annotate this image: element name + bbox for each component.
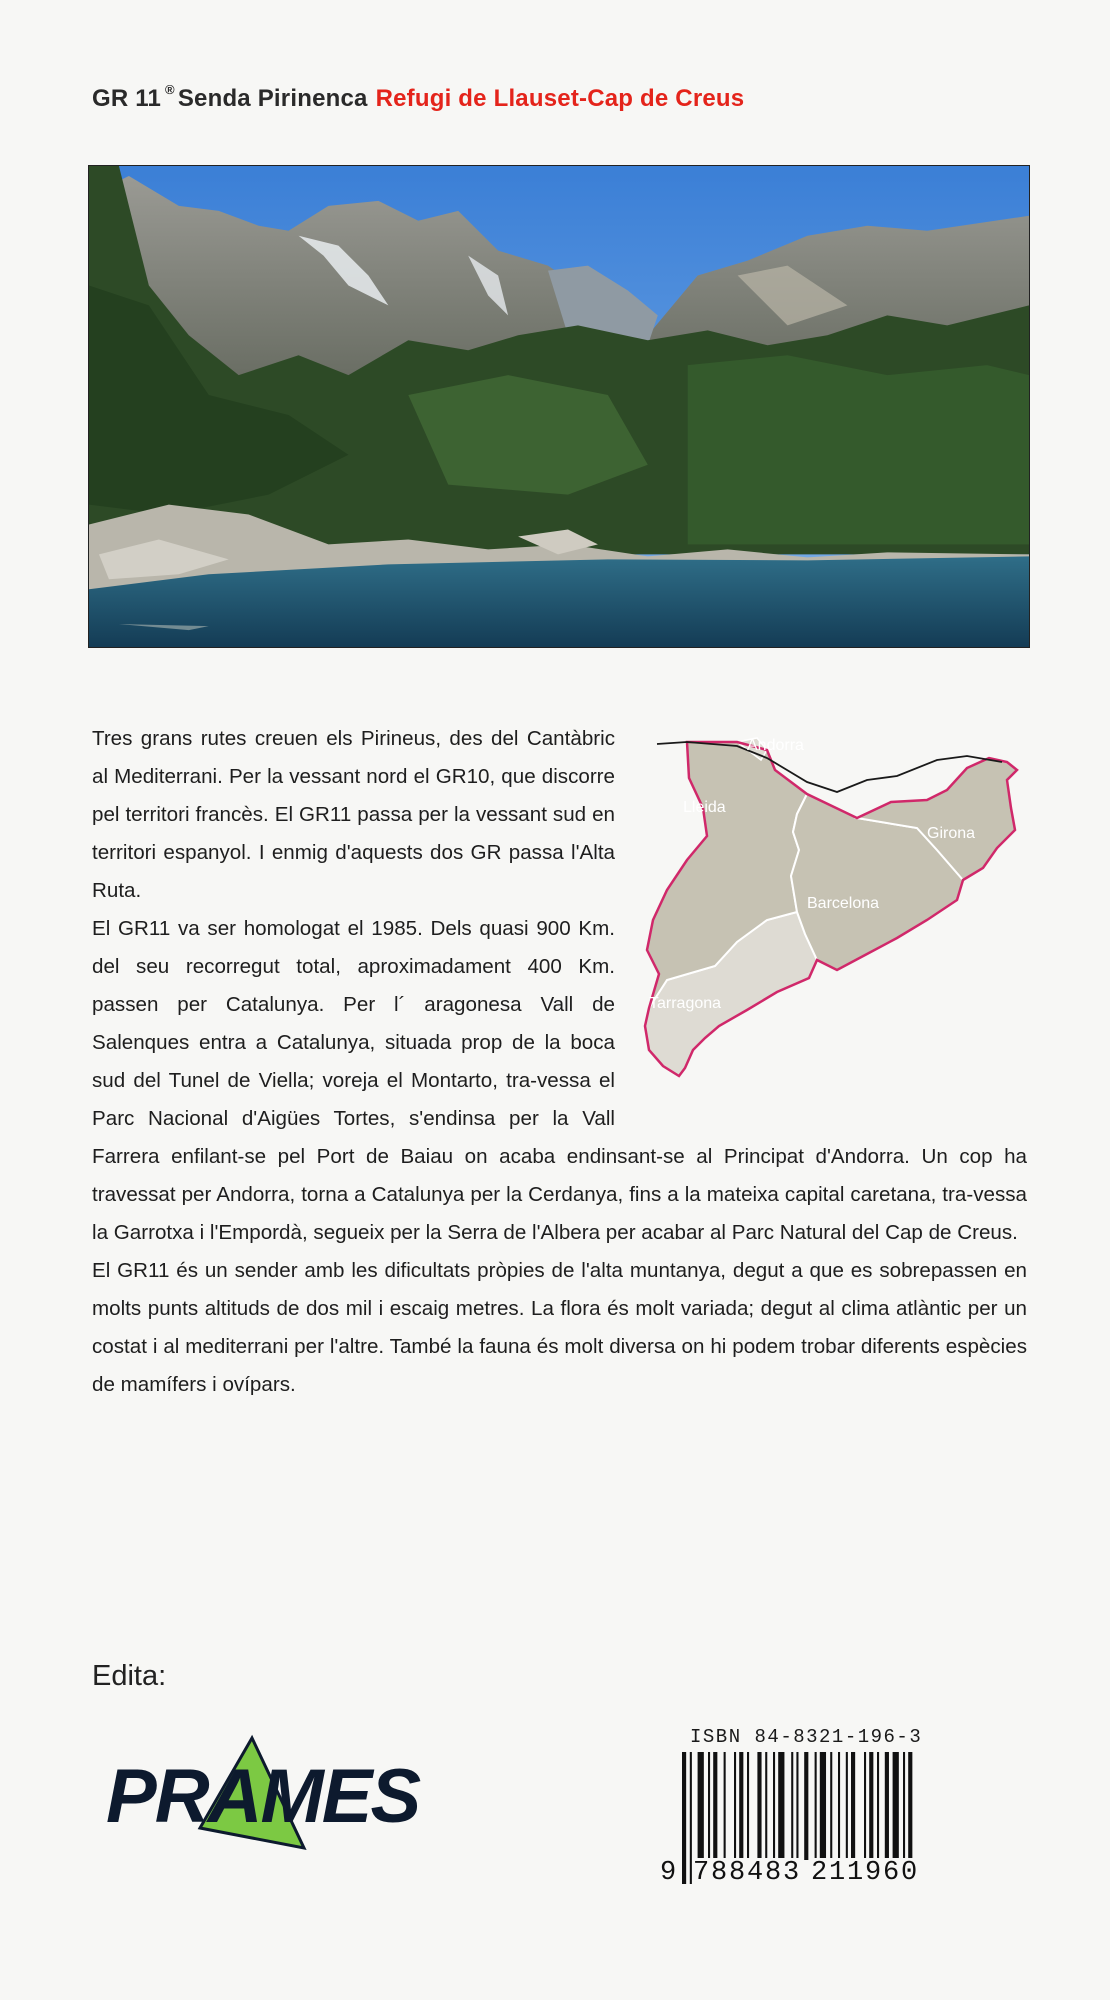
barcode-digit-prefix: 9 — [660, 1858, 679, 1888]
barcode-bar — [851, 1752, 855, 1860]
map-label-tarragona: Tarragona — [649, 995, 722, 1012]
barcode-bar — [885, 1752, 889, 1860]
barcode-bar — [908, 1752, 912, 1860]
header-route: Refugi de Llauset-Cap de Creus — [375, 85, 745, 112]
description-text — [92, 720, 1027, 1404]
prames-logo — [104, 1730, 444, 1855]
page-header — [92, 82, 744, 113]
map-label-barcelona: Barcelona — [807, 895, 880, 912]
paragraph-2: El GR11 va ser homologat el 1985. Dels quasi 900 Km. del seu recorregut total, aproximadament 400 Km. passen per Catalunya. Per l´ aragonesa Vall de Salenques entra a Catalunya, situada prop de la boca sud del Tunel de Viella; voreja el Montarto, tra-vessa el Parc Nacional d'Aigües Tortes, s'endinsa per la Vall Farrera enfilant-se pel Port de Baiau on acaba endinsant-se al Principat d'Andorra. Un cop ha travessat per Andorra, torna a Catalunya per la Cerdanya, fins a la mateixa capital caretana, tra-vessa la Garrotxa i l'Empordà, segueix per la Serra de l'Albera per acabar al Parc Natural del Cap de Creus. — [92, 917, 1027, 1244]
barcode-bar — [724, 1752, 726, 1860]
isbn-text: ISBN 84-8321-196-3 — [690, 1726, 923, 1748]
barcode-bar — [765, 1752, 767, 1860]
logo-wordmark: PRAMES — [106, 1754, 420, 1839]
registered-mark: ® — [165, 82, 175, 97]
barcode-bar — [815, 1752, 817, 1860]
barcode-bar — [698, 1752, 704, 1860]
paragraph-3: El GR11 és un sender amb les dificultats pròpies de l'alta muntanya, degut a que es sobrepassen en molts punts altituds de dos mil i escaig metres. La flora és molt variada; degut al clima atlàntic per un costat i al mediterrani per l'altre. També la fauna és molt diversa on hi podem trobar diferents espècies de mamífers i ovípars. — [92, 1259, 1027, 1396]
barcode-bar — [796, 1752, 798, 1860]
barcode-bar — [778, 1752, 784, 1860]
barcode-bar — [713, 1752, 717, 1860]
barcode-digit-group-right: 211960 — [810, 1858, 919, 1888]
map-label-girona: Girona — [927, 825, 976, 842]
paragraph-1: Tres grans rutes creuen els Pirineus, des del Cantàbric al Mediterrani. Per la vessant nord el GR10, que discorre pel territori francès. El GR11 passa per la vessant sud en territori espanyol. I enmig d'aquests dos GR passa l'Alta Ruta. — [92, 727, 615, 902]
map-label-andorra: Andorra — [747, 737, 804, 754]
catalonia-map — [627, 720, 1027, 1138]
barcode-bar — [804, 1752, 808, 1860]
barcode-bar — [869, 1752, 873, 1860]
barcode-bar — [791, 1752, 793, 1860]
barcode-bar — [877, 1752, 879, 1860]
header-name: Senda Pirinenca — [177, 85, 368, 112]
barcode-digit-group-left: 788483 — [692, 1858, 801, 1888]
header-code: GR 11 — [92, 85, 162, 112]
barcode-bar — [773, 1752, 775, 1860]
mountain-lake-photo — [88, 165, 1030, 648]
barcode-bar — [747, 1752, 749, 1860]
barcode-bar — [838, 1752, 840, 1860]
barcode-bar — [893, 1752, 899, 1860]
barcode-bar — [846, 1752, 848, 1860]
barcode-digits — [660, 1858, 920, 1888]
barcode-bar — [864, 1752, 866, 1860]
barcode-bar — [903, 1752, 905, 1860]
map-label-lleida: Lleida — [683, 799, 726, 816]
barcode-bar — [757, 1752, 761, 1860]
barcode-bar — [734, 1752, 736, 1860]
barcode-bar — [739, 1752, 743, 1860]
publisher-label: Edita: — [92, 1660, 167, 1692]
barcode-bar — [708, 1752, 710, 1860]
